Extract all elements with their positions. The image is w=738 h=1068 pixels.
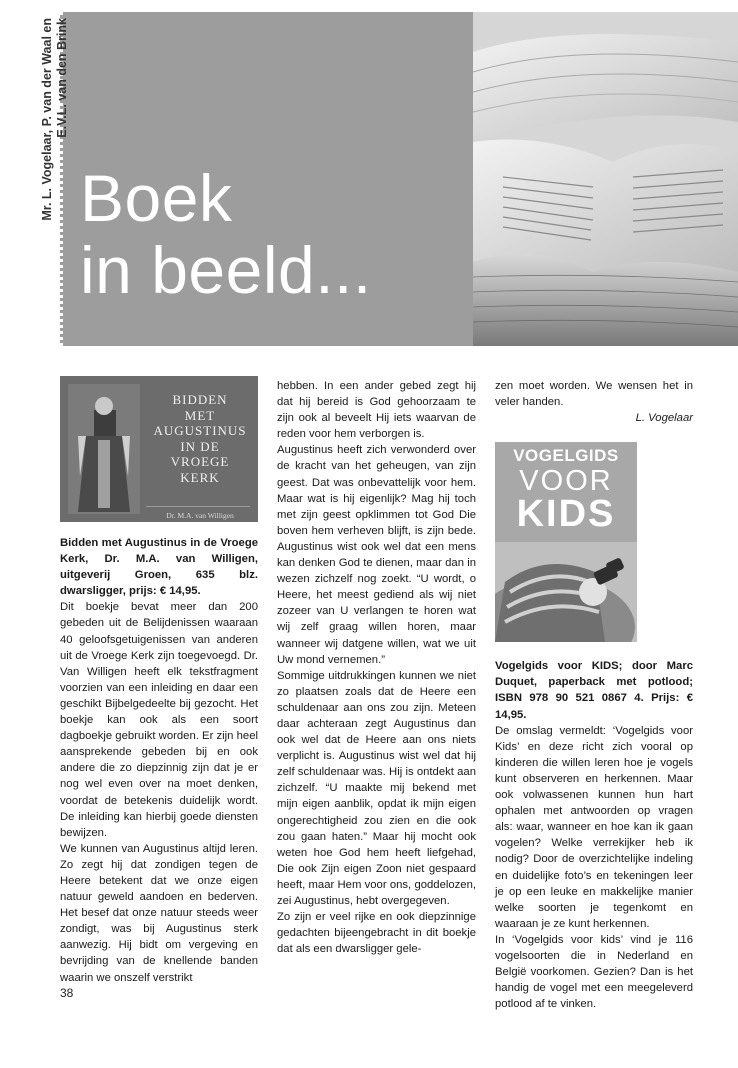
- book-cover-bidden-met-augustinus: [60, 376, 258, 522]
- open-books-illustration: [473, 12, 738, 346]
- cover2-title-mid: VOOR: [519, 465, 613, 498]
- book1-paragraph: Zo zijn er veel rijke en ook diepzinnige gedachten bijeengebracht in dit boekje dat als een dwarsligger gele-: [277, 911, 476, 956]
- book2-paragraph: De omslag vermeldt: ‘Vogelgids voor Kids’ en deze richt zich vooral op kinderen die willen leren hoe je vogels kunt observeren en herkennen. Maar ook volwassenen kunnen hun hart ophalen met antwoorden op vragen als: waar, wanneer en hoe kan ik gaan vogelen? Welke verrekijker heb ik nodig? Door de overzichtelijke indeling en duidelijke foto’s en tekeningen leer je op een leuke en makkelijke manier welke soorten je tegenkomt en waaraan je ze kunt herkennen.: [495, 724, 693, 930]
- open-books-photo: [473, 12, 738, 346]
- cover-title-line: AUGUSTINUS: [153, 423, 247, 438]
- cover2-title-top: VOGELGIDS: [513, 446, 619, 466]
- author-credit: [40, 18, 70, 268]
- author-credit-line1: Mr. L. Vogelaar, P. van der Waal en: [40, 18, 54, 221]
- cover-title-line: KERK: [180, 469, 220, 485]
- book1-paragraph: Dit boekje bevat meer dan 200 gebeden uit de Belijdenissen waaraan 40 geloofsgetuigenissen van anderen uit de Vroege Kerk zijn toegevoegd. Dr. Van Willigen heeft elk tekstfragment voorzien van een inleiding en daar een geschikt Bijbelgedeelte bij gezocht. Het boekje kan ook als een soort dagboekje gebruikt worden. Er zijn heel aansprekende gebeden bij en ook andere die zo diepzinnig zijn dat je er nog wel even over na moet denken, voordat de betekenis duidelijk wordt. De inleiding kan hierbij goede diensten bewijzen.: [60, 601, 258, 839]
- column-2: [277, 378, 476, 957]
- author-credit-line2: E.V.L. van den Brink: [55, 18, 69, 138]
- page-number: 38: [60, 986, 74, 1000]
- column-3: [495, 378, 693, 1012]
- book1-paragraph: Sommige uitdrukkingen kunnen we niet zo plaatsen zoals dat de Heere een schuldenaar aan ons zou zijn. Meteen daar achteraan zegt Augustinus dan ook wel dat de Heere aan ons niets verplicht is. Augustinus wist wel dat hij zelf schuldenaar was. Hij is ontdekt aan zichzelf. “U maakte mij bekend met mijn eigen aanblik, opdat ik mijn eigen ongerechtigheid zou zien en die ook zou gaan haten.” Maar hij mocht ook weten hoe God hem heeft liefgehad, Die ook Zijn eigen Zoon niet gespaard heeft, maar Hem voor ons, goddelozen, zei Augustinus, hebt overgegeven.: [277, 669, 476, 907]
- cover2-title-bottom: KIDS: [516, 493, 616, 536]
- page-title: [80, 162, 372, 306]
- column-1: [60, 376, 258, 986]
- book2-paragraph: In ‘Vogelgids voor kids’ vind je 116 vogelsoorten die in Nederland en België voorkomen. Gezien? Dan is het handig de vogel met een meegeleverd potlood af te vinken.: [495, 933, 693, 1011]
- book1-paragraph: zen moet worden. We wensen het in veler handen.: [495, 380, 693, 409]
- cover-title: [144, 392, 256, 485]
- page-title-line1: Boek: [80, 161, 233, 235]
- book2-heading: Vogelgids voor KIDS; door Marc Duquet, paperback met potlood; ISBN 978 90 521 0867 4. Prijs: € 14,95.: [495, 660, 693, 721]
- review-signature: L. Vogelaar: [635, 412, 693, 425]
- cover-title-line: MET: [184, 407, 216, 423]
- cover-title-line: IN DE: [180, 438, 220, 454]
- book1-heading: Bidden met Augustinus in de Vroege Kerk, Dr. M.A. van Willigen, uitgeverij Groen, 635 blz. dwarsligger, prijs: € 14,95.: [60, 537, 258, 598]
- cover-author: Dr. M.A. van Willigen: [166, 511, 234, 520]
- book1-paragraph: Augustinus heeft zich verwonderd over de kracht van het geheugen, van zijn geest. Dat was onbevattelijk voor hem. Maar wat is hij eigenlijk? Mag hij toch met zijn geest opklimmen tot God Die boven hem verheven blijft, is zijn bede. Augustinus wist ook wel dat een mens kan denken God te dienen, maar dan in wezen zichzelf nog zoekt. “U wordt, o Heere, het meest gediend als wij niet zozeer van U verlangen te horen wat wij zelf graag willen horen, maar wanneer wij datgene willen, wat we uit Uw mond vernemen.”: [277, 444, 476, 666]
- book-cover-vogelgids-voor-kids: [495, 442, 637, 642]
- cover-title-line: VROEGE: [170, 454, 230, 469]
- book1-paragraph: We kunnen van Augustinus altijd leren. Zo zegt hij dat zondigen tegen de Heere betekent dat we onze eigen natuur geweld aandoen en bederven. Het besef dat onze natuur steeds weer zondigt, was bij Augustinus sterk aanwezig. Hij bidt om vergeving en bevrijding van de knellende banden waarin we onszelf verstrikt: [60, 842, 258, 984]
- book1-paragraph: hebben. In een ander gebed zegt hij dat hij bereid is God gehoorzaam te zijn ook al beveelt Hij iets waarvan de reden voor hem verborgen is.: [277, 380, 476, 441]
- page-title-line2: in beeld...: [80, 233, 372, 307]
- cover-title-line: BIDDEN: [172, 392, 228, 407]
